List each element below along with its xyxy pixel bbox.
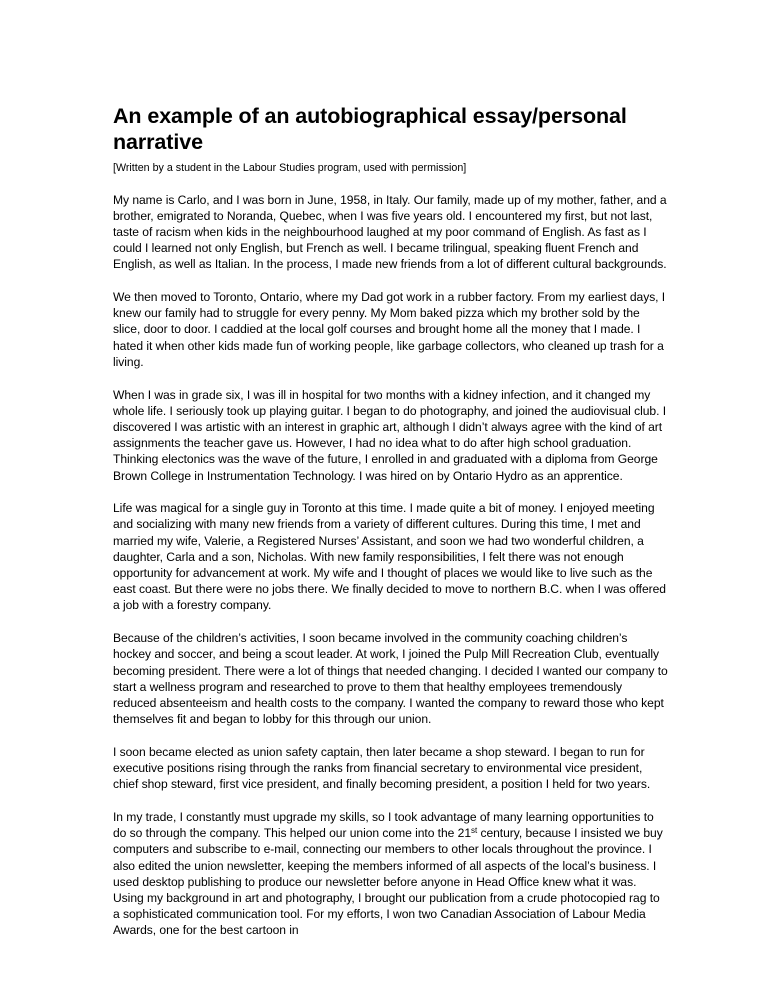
document-page (113, 103, 668, 939)
paragraph-1: My name is Carlo, and I was born in June, 1958, in Italy. Our family, made up of my mother, father, and a brother, emigrated to Noranda, Quebec, when I was five years old. I encountered my first, but not last, taste of racism when kids in the neighbourhood laughed at my poor command of English. As fast as I could I learned not only English, but French as well. I became trilingual, speaking fluent French and English, as well as Italian. In the process, I made new friends from a lot of different cultural backgrounds. (113, 192, 667, 272)
paragraph-2: We then moved to Toronto, Ontario, where my Dad got work in a rubber factory. From my earliest days, I knew our family had to struggle for every penny. My Mom baked pizza which my brother sold by the slice, door to door. I caddied at the local golf courses and brought home all the money that I made. I hated it when other kids made fun of working people, like garbage collectors, who cleaned up trash for a living. (113, 290, 666, 369)
paragraph-7 (113, 809, 668, 939)
paragraph-6: I soon became elected as union safety captain, then later became a shop steward. I began to run for executive positions rising through the ranks from financial secretary to environmental vice president, chief shop steward, first vice president, and finally becoming president, a position I held for two years. (113, 744, 651, 792)
paragraph-3: When I was in grade six, I was ill in hospital for two months with a kidney infection, and it changed my whole life. I seriously took up playing guitar. I began to do photography, and joined the audiovisual club. I discovered I was artistic with an interest in graphic art, although I didn’t always agree with the kind of art assignments the teacher gave us. However, I had no idea what to do after high school graduation. Thinking electonics was the wave of the future, I enrolled in and graduated with a diploma from George Brown College in Instrumentation Technology. I was hired on by Ontario Hydro as an apprentice. (113, 387, 667, 483)
paragraph-7-text-b: century, because I insisted we buy computers and subscribe to e-mail, connecting our members to other locals throughout the province. I also edited the union newsletter, keeping the members informed of all aspects of the local’s business. I used desktop publishing to produce our newsletter before anyone in Head Office knew what it was. Using my background in art and photography, I brought our publication from a crude photocopied rag to a sophisticated communication tool. For my efforts, I won two Canadian Association of Labour Media Awards, one for the best cartoon in (113, 826, 663, 938)
paragraph-5: Because of the children’s activities, I soon became involved in the community coaching children’s hockey and soccer, and being a scout leader. At work, I joined the Pulp Mill Recreation Club, eventually becoming president. There were a lot of things that needed changing. I decided I wanted our company to start a wellness program and researched to prove to them that healthy employees tremendously reduced absenteeism and health costs to the company. I wanted the company to reward those who kept themselves fit and began to lobby for this through our union. (113, 631, 668, 727)
document-subtitle: [Written by a student in the Labour Studies program, used with permission] (113, 162, 467, 174)
ordinal-superscript: st (471, 826, 478, 836)
paragraph-4: Life was magical for a single guy in Toronto at this time. I made quite a bit of money. I enjoyed meeting and socializing with many new friends from a variety of different cultures. During this time, I met and married my wife, Valerie, a Registered Nurses’ Assistant, and soon we had two wonderful children, a daughter, Carla and a son, Nicholas. With new family responsibilities, I felt there was not enough opportunity for advancement at work. My wife and I thought of places we would like to live such as the east coast. But there were no jobs there. We finally decided to move to northern B.C. when I was offered a job with a forestry company. (113, 501, 666, 613)
document-title: An example of an autobiographical essay/personal narrative (113, 104, 627, 154)
paragraph-7-text-a: In my trade, I constantly must upgrade my skills, so I took advantage of many learning opportunities to do so through the company. This helped our union come into the 21 (113, 810, 654, 841)
